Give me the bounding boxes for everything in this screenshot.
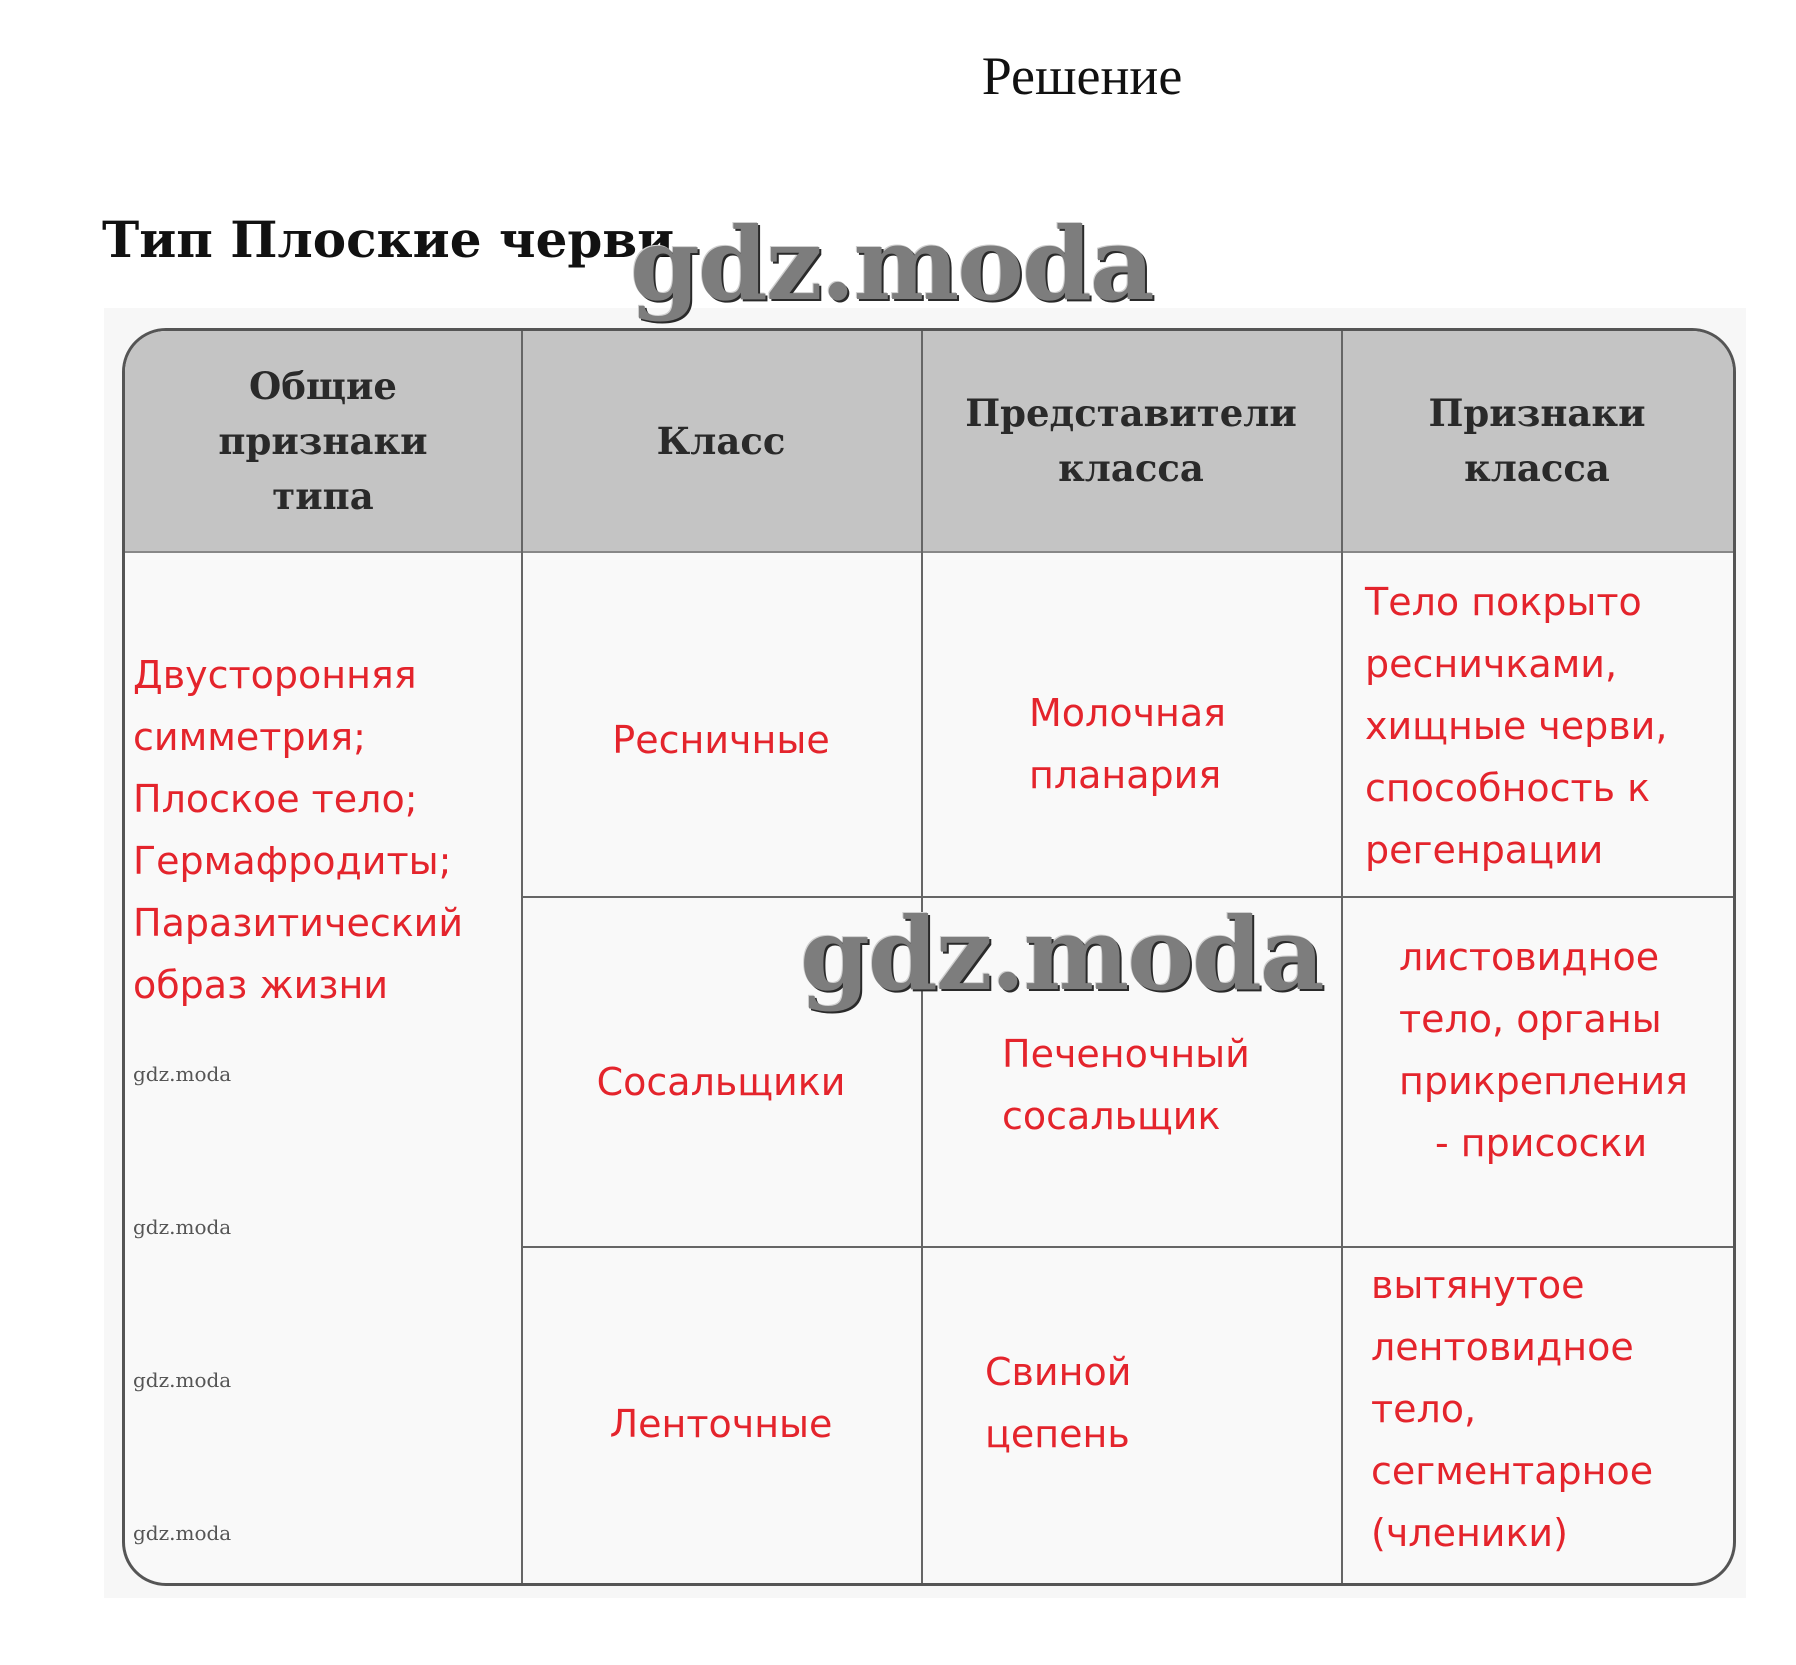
common-feature: Гермафродиты;: [133, 839, 452, 883]
watermark-logo: gdz.moda: [800, 895, 1323, 1013]
class-features-cell: вытянутое лентовидное тело, сегментарное (членики): [1371, 1263, 1654, 1555]
header-class: Класс: [656, 418, 786, 463]
common-feature: Плоское тело;: [133, 777, 418, 821]
watermark-small: gdz.moda: [133, 1062, 232, 1086]
representative-cell: Печеночный сосальщик: [1002, 1032, 1250, 1138]
class-name-cell: Сосальщики: [596, 1060, 846, 1104]
watermark-small: gdz.moda: [133, 1521, 232, 1545]
class-features-cell: Тело покрыто ресничками, хищные черви, способность к регенрации: [1365, 580, 1668, 872]
class-name-cell: Ресничные: [612, 718, 830, 762]
page-title: Решение: [981, 46, 1183, 106]
section-heading: Тип Плоские черви: [102, 210, 675, 269]
row-divider: [521, 1246, 1733, 1248]
class-features-cell: листовидное тело, органы прикрепления - присоски: [1399, 935, 1689, 1165]
watermark-logo: gdz.moda: [630, 205, 1153, 323]
common-features-list: [133, 644, 463, 1016]
common-feature: симметрия;: [133, 715, 366, 759]
common-feature: Двусторонняя: [133, 653, 417, 697]
column-divider: [1341, 331, 1343, 1583]
representative-cell: Молочная планария: [1029, 691, 1227, 797]
representative-cell: Свиной цепень: [985, 1350, 1132, 1456]
header-representatives: Представители класса: [965, 391, 1297, 490]
class-name-cell: Ленточные: [609, 1402, 833, 1446]
header-class-features: Признаки класса: [1428, 391, 1646, 490]
watermark-small: gdz.moda: [133, 1368, 232, 1392]
common-feature: образ жизни: [133, 963, 389, 1007]
watermark-small: gdz.moda: [133, 1215, 232, 1239]
common-feature: Паразитический: [133, 901, 464, 945]
header-common-features: Общие признаки типа: [218, 363, 428, 518]
